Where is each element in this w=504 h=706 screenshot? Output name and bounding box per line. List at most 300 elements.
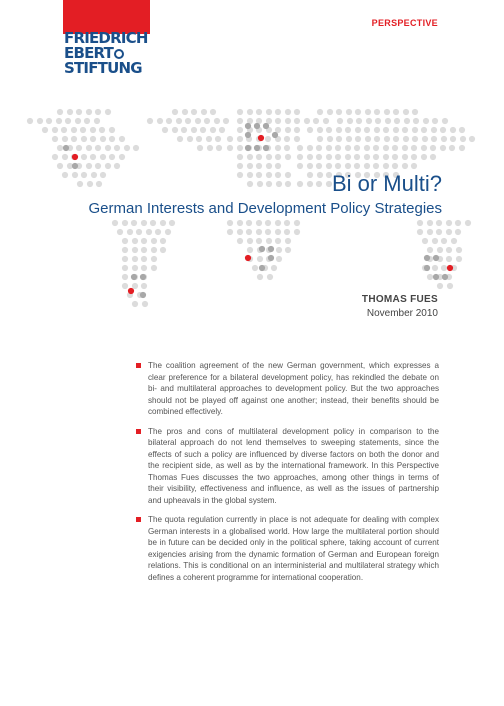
map-dot	[440, 127, 446, 133]
map-dot	[392, 145, 398, 151]
map-dot	[150, 220, 156, 226]
map-dot	[402, 145, 408, 151]
map-dot	[247, 238, 253, 244]
map-dot	[422, 238, 428, 244]
map-dot	[285, 118, 291, 124]
world-dot-map	[0, 0, 504, 330]
map-dot	[132, 238, 138, 244]
map-dot	[94, 118, 100, 124]
map-dot	[394, 118, 400, 124]
map-dot	[403, 136, 409, 142]
map-dot	[284, 220, 290, 226]
map-dot	[263, 123, 269, 129]
map-dot	[317, 172, 323, 178]
map-dot	[364, 127, 370, 133]
map-dot	[257, 181, 263, 187]
map-dot	[316, 163, 322, 169]
map-dot	[237, 220, 243, 226]
map-dot	[162, 127, 168, 133]
map-dot	[132, 247, 138, 253]
map-dot	[346, 136, 352, 142]
map-dot	[336, 136, 342, 142]
bullet-square-icon	[136, 429, 141, 434]
map-dot	[326, 154, 332, 160]
map-dot	[90, 127, 96, 133]
page-subtitle: German Interests and Development Policy Strategies	[88, 200, 442, 217]
map-dot	[447, 265, 453, 271]
map-dot	[114, 145, 120, 151]
summary-bullet	[136, 514, 439, 583]
map-dot	[62, 154, 68, 160]
map-dot	[442, 118, 448, 124]
map-dot	[122, 265, 128, 271]
map-dot	[345, 163, 351, 169]
map-dot	[105, 109, 111, 115]
map-dot	[151, 238, 157, 244]
map-dot	[297, 181, 303, 187]
map-dot	[62, 172, 68, 178]
map-dot	[392, 154, 398, 160]
map-dot	[335, 154, 341, 160]
map-dot	[105, 145, 111, 151]
map-dot	[284, 145, 290, 151]
map-dot	[323, 118, 329, 124]
map-dot	[75, 118, 81, 124]
map-dot	[294, 109, 300, 115]
map-dot	[460, 136, 466, 142]
map-dot	[112, 220, 118, 226]
map-dot	[456, 247, 462, 253]
map-dot	[354, 145, 360, 151]
map-dot	[132, 301, 138, 307]
map-dot	[307, 181, 313, 187]
map-dot	[200, 127, 206, 133]
map-dot	[421, 145, 427, 151]
map-dot	[96, 181, 102, 187]
map-dot	[227, 220, 233, 226]
map-dot	[76, 145, 82, 151]
map-dot	[157, 118, 163, 124]
map-dot	[465, 220, 471, 226]
map-dot	[430, 145, 436, 151]
map-dot	[424, 255, 430, 261]
map-dot	[411, 154, 417, 160]
map-dot	[307, 163, 313, 169]
map-dot	[131, 274, 137, 280]
logo-line-2: EBERT	[64, 46, 154, 61]
map-dot	[122, 238, 128, 244]
map-dot	[196, 136, 202, 142]
map-dot	[90, 154, 96, 160]
map-dot	[265, 229, 271, 235]
map-dot	[201, 109, 207, 115]
map-dot	[63, 145, 69, 151]
author-name: THOMAS FUES	[361, 294, 438, 305]
map-dot	[237, 136, 243, 142]
map-dot	[446, 247, 452, 253]
map-dot	[265, 136, 271, 142]
map-dot	[285, 181, 291, 187]
map-dot	[247, 172, 253, 178]
map-dot	[65, 118, 71, 124]
map-dot	[172, 127, 178, 133]
map-dot	[71, 127, 77, 133]
map-dot	[100, 136, 106, 142]
map-dot	[384, 109, 390, 115]
map-dot	[265, 220, 271, 226]
map-dot	[122, 220, 128, 226]
map-dot	[432, 265, 438, 271]
series-label: PERSPECTIVE	[371, 18, 438, 28]
map-dot	[256, 238, 262, 244]
map-dot	[37, 118, 43, 124]
map-dot	[195, 118, 201, 124]
map-dot	[237, 145, 243, 151]
bullet-square-icon	[136, 363, 141, 368]
map-dot	[336, 109, 342, 115]
map-dot	[404, 118, 410, 124]
map-dot	[237, 127, 243, 133]
map-dot	[151, 247, 157, 253]
map-dot	[433, 274, 439, 280]
map-dot	[227, 145, 233, 151]
map-dot	[374, 127, 380, 133]
map-dot	[374, 136, 380, 142]
map-dot	[237, 154, 243, 160]
map-dot	[451, 238, 457, 244]
map-dot	[326, 145, 332, 151]
map-dot	[187, 136, 193, 142]
map-dot	[81, 136, 87, 142]
publication-date: November 2010	[366, 308, 438, 319]
map-dot	[327, 136, 333, 142]
map-dot	[237, 118, 243, 124]
map-dot	[364, 145, 370, 151]
map-dot	[427, 274, 433, 280]
map-dot	[392, 163, 398, 169]
map-dot	[271, 265, 277, 271]
map-dot	[72, 172, 78, 178]
map-dot	[335, 145, 341, 151]
map-dot	[393, 109, 399, 115]
map-dot	[337, 118, 343, 124]
map-dot	[413, 118, 419, 124]
map-dot	[385, 118, 391, 124]
map-dot	[285, 109, 291, 115]
map-dot	[275, 238, 281, 244]
map-dot	[86, 109, 92, 115]
map-dot	[402, 154, 408, 160]
map-dot	[77, 181, 83, 187]
map-dot	[214, 118, 220, 124]
map-dot	[307, 127, 313, 133]
map-dot	[347, 118, 353, 124]
map-dot	[109, 136, 115, 142]
map-dot	[411, 163, 417, 169]
map-dot	[433, 255, 439, 261]
map-dot	[76, 109, 82, 115]
map-dot	[105, 163, 111, 169]
map-dot	[71, 136, 77, 142]
map-dot	[275, 145, 281, 151]
map-dot	[417, 220, 423, 226]
map-dot	[207, 145, 213, 151]
map-dot	[146, 229, 152, 235]
map-dot	[210, 109, 216, 115]
map-dot	[140, 292, 146, 298]
map-dot	[373, 163, 379, 169]
map-dot	[275, 172, 281, 178]
map-dot	[140, 274, 146, 280]
map-dot	[177, 136, 183, 142]
map-dot	[56, 118, 62, 124]
map-dot	[61, 127, 67, 133]
map-dot	[335, 163, 341, 169]
map-dot	[117, 229, 123, 235]
map-dot	[151, 265, 157, 271]
map-dot	[57, 109, 63, 115]
map-dot	[317, 136, 323, 142]
map-dot	[313, 118, 319, 124]
map-dot	[256, 163, 262, 169]
map-dot	[87, 181, 93, 187]
map-dot	[254, 145, 260, 151]
map-dot	[245, 145, 251, 151]
map-dot	[383, 163, 389, 169]
map-dot	[431, 127, 437, 133]
map-dot	[384, 136, 390, 142]
map-dot	[27, 118, 33, 124]
map-dot	[294, 229, 300, 235]
map-dot	[459, 127, 465, 133]
map-dot	[317, 127, 323, 133]
map-dot	[455, 229, 461, 235]
map-dot	[46, 118, 52, 124]
map-dot	[185, 118, 191, 124]
map-dot	[456, 256, 462, 262]
map-dot	[266, 154, 272, 160]
map-dot	[421, 154, 427, 160]
map-dot	[67, 109, 73, 115]
map-dot	[346, 109, 352, 115]
map-dot	[122, 274, 128, 280]
map-dot	[412, 109, 418, 115]
map-dot	[172, 109, 178, 115]
map-dot	[147, 118, 153, 124]
map-dot	[374, 109, 380, 115]
map-dot	[132, 265, 138, 271]
map-dot	[210, 127, 216, 133]
map-dot	[285, 127, 291, 133]
map-dot	[237, 238, 243, 244]
map-dot	[304, 118, 310, 124]
map-dot	[266, 238, 272, 244]
map-dot	[181, 127, 187, 133]
map-dot	[412, 136, 418, 142]
map-dot	[119, 136, 125, 142]
map-dot	[267, 274, 273, 280]
map-dot	[254, 123, 260, 129]
map-dot	[275, 154, 281, 160]
map-dot	[345, 154, 351, 160]
map-dot	[354, 154, 360, 160]
map-dot	[247, 181, 253, 187]
map-dot	[169, 220, 175, 226]
map-dot	[52, 154, 58, 160]
map-dot	[91, 172, 97, 178]
map-dot	[160, 247, 166, 253]
map-dot	[285, 238, 291, 244]
map-dot	[166, 118, 172, 124]
map-dot	[403, 109, 409, 115]
map-dot	[354, 163, 360, 169]
map-dot	[197, 145, 203, 151]
map-dot	[432, 238, 438, 244]
map-dot	[442, 274, 448, 280]
map-dot	[402, 127, 408, 133]
map-dot	[276, 247, 282, 253]
map-dot	[437, 283, 443, 289]
map-dot	[446, 229, 452, 235]
summary-bullet	[136, 426, 439, 507]
map-dot	[393, 127, 399, 133]
map-dot	[450, 127, 456, 133]
logo-line-3: STIFTUNG	[64, 59, 142, 77]
map-dot	[165, 229, 171, 235]
map-dot	[257, 274, 263, 280]
map-dot	[237, 229, 243, 235]
map-dot	[141, 265, 147, 271]
map-dot	[81, 172, 87, 178]
map-dot	[131, 220, 137, 226]
map-dot	[327, 109, 333, 115]
map-dot	[216, 145, 222, 151]
map-dot	[285, 154, 291, 160]
map-dot	[316, 154, 322, 160]
map-dot	[441, 238, 447, 244]
map-dot	[132, 283, 138, 289]
summary-bullet	[136, 360, 439, 418]
map-dot	[431, 136, 437, 142]
map-dot	[297, 163, 303, 169]
map-dot	[237, 172, 243, 178]
map-dot	[247, 163, 253, 169]
map-dot	[364, 154, 370, 160]
map-dot	[227, 229, 233, 235]
map-dot	[423, 118, 429, 124]
map-dot	[119, 154, 125, 160]
map-dot	[86, 145, 92, 151]
map-dot	[99, 127, 105, 133]
map-dot	[450, 136, 456, 142]
map-dot	[141, 220, 147, 226]
map-dot	[268, 246, 274, 252]
map-dot	[345, 127, 351, 133]
map-dot	[297, 154, 303, 160]
map-dot	[307, 154, 313, 160]
map-dot	[219, 127, 225, 133]
map-dot	[42, 127, 48, 133]
map-dot	[122, 256, 128, 262]
map-dot	[259, 265, 265, 271]
map-dot	[215, 136, 221, 142]
map-dot	[355, 127, 361, 133]
map-dot	[109, 127, 115, 133]
map-dot	[257, 256, 263, 262]
map-dot	[256, 229, 262, 235]
map-dot	[263, 145, 269, 151]
map-dot	[72, 163, 78, 169]
map-dot	[411, 145, 417, 151]
map-dot	[427, 229, 433, 235]
map-dot	[256, 109, 262, 115]
map-dot	[294, 118, 300, 124]
map-dot	[364, 163, 370, 169]
map-dot	[297, 145, 303, 151]
map-dot	[365, 109, 371, 115]
map-dot	[383, 127, 389, 133]
map-dot	[160, 238, 166, 244]
map-dot	[127, 229, 133, 235]
map-dot	[247, 109, 253, 115]
map-dot	[336, 127, 342, 133]
map-dot	[266, 109, 272, 115]
map-dot	[294, 136, 300, 142]
map-dot	[402, 163, 408, 169]
map-dot	[128, 288, 134, 294]
map-dot	[275, 109, 281, 115]
map-dot	[430, 154, 436, 160]
map-dot	[57, 163, 63, 169]
map-dot	[155, 229, 161, 235]
map-dot	[109, 154, 115, 160]
map-dot	[227, 136, 233, 142]
map-dot	[326, 163, 332, 169]
map-dot	[141, 283, 147, 289]
page-title: Bi or Multi?	[331, 171, 442, 196]
map-dot	[276, 256, 282, 262]
map-dot	[62, 136, 68, 142]
map-dot	[245, 132, 251, 138]
map-dot	[57, 145, 63, 151]
map-dot	[383, 154, 389, 160]
map-dot	[441, 136, 447, 142]
map-dot	[95, 163, 101, 169]
map-dot	[141, 247, 147, 253]
map-dot	[268, 255, 274, 261]
map-dot	[355, 109, 361, 115]
map-dot	[326, 127, 332, 133]
map-dot	[142, 301, 148, 307]
map-dot	[95, 145, 101, 151]
map-dot	[356, 118, 362, 124]
map-dot	[446, 256, 452, 262]
map-dot	[373, 145, 379, 151]
map-dot	[294, 127, 300, 133]
map-dot	[266, 163, 272, 169]
map-dot	[275, 220, 281, 226]
map-dot	[246, 229, 252, 235]
map-dot	[95, 109, 101, 115]
map-dot	[421, 127, 427, 133]
map-dot	[252, 265, 258, 271]
map-dot	[245, 123, 251, 129]
map-dot	[206, 136, 212, 142]
logo-line-1: FRIEDRICH	[64, 29, 148, 47]
map-dot	[316, 181, 322, 187]
map-dot	[258, 135, 264, 141]
map-dot	[307, 172, 313, 178]
